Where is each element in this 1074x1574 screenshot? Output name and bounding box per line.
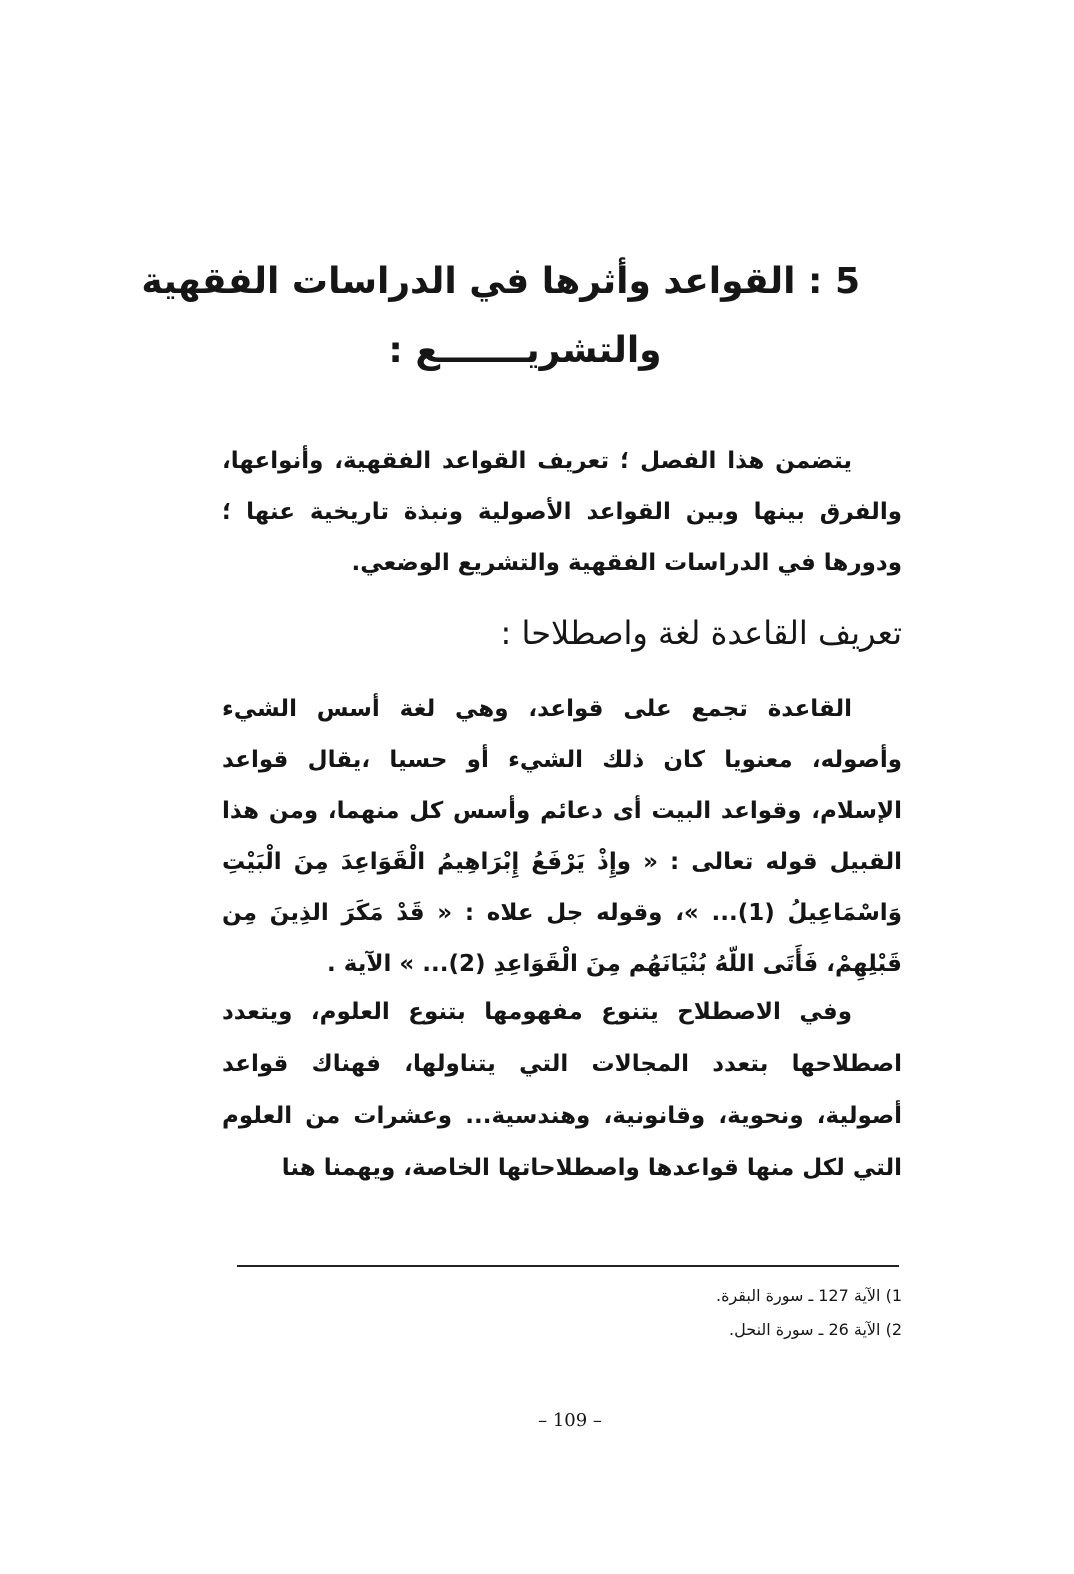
definition-paragraph-1: القاعدة تجمع على قواعد، وهي لغة أسس الشيء وأصوله، معنويا كان ذلك الشيء أو حسيا ،يقال قواعد الإسلام، وقواعد البيت أى دعائم وأسس كل منهما، ومن هذا القبيل قوله تعالى : « وإِذْ يَرْفَعُ إِبْرَاهِيمُ الْقَوَاعِدَ مِنَ الْبَيْتِ وَاسْمَاعِيلُ (1)... »، وقوله جل علاه : « قَدْ مَكَرَ الذِينَ مِن قَبْلِهِمْ، فَأَتَى اللّهُ بُنْيَانَهُم مِنَ الْقَوَاعِدِ (2)... » الآية . [222,696,902,977]
chapter-title-line-2: والتشريـــــــع : [388,330,662,371]
page-number: – 109 – [538,1410,602,1431]
footnote-1: 1) الآية 127 ـ سورة البقرة. [715,1286,902,1305]
chapter-title-line-1: 5 : القواعد وأثرها في الدراسات الفقهية [141,261,860,302]
intro-paragraph: يتضمن هذا الفصل ؛ تعريف القواعد الفقهية، وأنواعها، والفرق بينها وبين القواعد الأصولية ونبذة تاريخية عنها ؛ ودورها في الدراسات الفقهية والتشريع الوضعي. [222,448,902,576]
footnote-2: 2) الآية 26 ـ سورة النحل. [729,1320,902,1339]
section-subheading: تعريف القاعدة لغة واصطلاحا : [500,614,902,652]
definition-paragraph-2: وفي الاصطلاح يتنوع مفهومها بتنوع العلوم، ويتعدد اصطلاحها بتعدد المجالات التي يتناولها، فهناك قواعد أصولية، ونحوية، وقانونية، وهندسية... وعشرات من العلوم التي لكل منها قواعدها واصطلاحاتها الخاصة، ويهمنا هنا [222,999,902,1181]
footnote-divider [237,1265,899,1267]
